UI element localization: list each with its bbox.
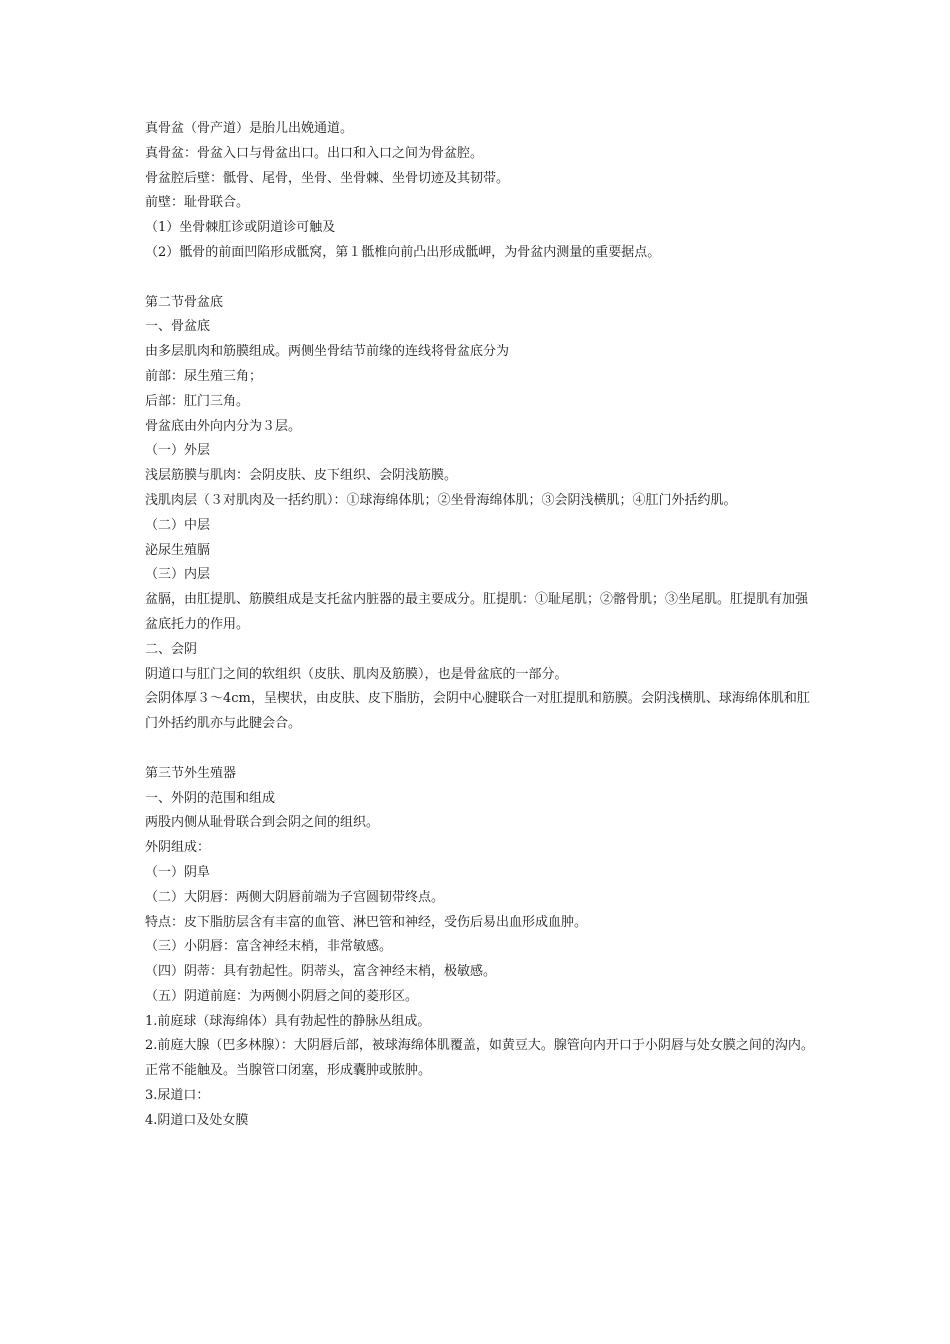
text-line: （2）骶骨的前面凹陷形成骶窝，第１骶椎向前凸出形成骶岬，为骨盆内测量的重要据点。 xyxy=(145,244,661,260)
text-line: 前部：尿生殖三角； xyxy=(145,368,263,384)
text-line: 会阴体厚３～4cm，呈楔状，由皮肤、皮下脂肪，会阴中心腱联合一对肛提肌和筋膜。会阴浅横肌、球海绵体肌和肛门外括约肌亦与此腱会合。 xyxy=(145,691,810,732)
text-line: 浅肌肉层（３对肌肉及一括约肌）：①球海绵体肌；②坐骨海绵体肌；③会阴浅横肌；④肛门外括约肌。 xyxy=(145,492,737,508)
text-line: 前壁：耻骨联合。 xyxy=(145,195,250,211)
text-line: 骨盆腔后壁：骶骨、尾骨，坐骨、坐骨棘、坐骨切迹及其韧带。 xyxy=(145,170,510,186)
text-line: （二）中层 xyxy=(145,517,211,533)
text-line: （三）小阴唇：富含神经末梢，非常敏感。 xyxy=(145,939,393,955)
subsection-heading: 一、骨盆底 xyxy=(145,319,211,335)
text-line: （四）阴蒂：具有勃起性。阴蒂头，富含神经末梢，极敏感。 xyxy=(145,964,497,980)
text-line: 由多层肌肉和筋膜组成。两侧坐骨结节前缘的连线将骨盆底分为 xyxy=(145,344,510,360)
paragraph-gap xyxy=(145,737,817,762)
section-heading: 第二节骨盆底 xyxy=(145,294,224,310)
subsection-heading: 一、外阴的范围和组成 xyxy=(145,790,276,806)
text-line: 阴道口与肛门之间的软组织（皮肤、肌肉及筋膜），也是骨盆底的一部分。 xyxy=(145,666,568,682)
text-line: （一）阴阜 xyxy=(145,864,211,880)
text-line: 真骨盆：骨盆入口与骨盆出口。出口和入口之间为骨盆腔。 xyxy=(145,145,484,161)
text-line: 后部：肛门三角。 xyxy=(145,393,250,409)
text-line: （五）阴道前庭：为两侧小阴唇之间的菱形区。 xyxy=(145,988,419,1004)
text-line: 外阴组成： xyxy=(145,840,211,856)
text-line: 4.阴道口及处女膜 xyxy=(145,1112,249,1128)
paragraph-gap xyxy=(145,266,817,291)
subsection-heading: 二、会阴 xyxy=(145,641,198,657)
text-line: 浅层筋膜与肌肉：会阴皮肤、皮下组织、会阴浅筋膜。 xyxy=(145,468,458,484)
text-line: 真骨盆（骨产道）是胎儿出娩通道。 xyxy=(145,121,354,136)
text-line: （三）内层 xyxy=(145,567,211,583)
text-line: 特点：皮下脂肪层含有丰富的血管、淋巴管和神经，受伤后易出血形成血肿。 xyxy=(145,914,588,930)
text-line: 1.前庭球（球海绵体）具有勃起性的静脉丛组成。 xyxy=(145,1013,431,1029)
section-heading: 第三节外生殖器 xyxy=(145,765,237,781)
text-line: （二）大阴唇：两侧大阴唇前端为子宫圆韧带终点。 xyxy=(145,889,445,905)
text-line: 骨盆底由外向内分为３层。 xyxy=(145,418,302,434)
text-line: 2.前庭大腺（巴多林腺）：大阴唇后部，被球海绵体肌覆盖，如黄豆大。腺管向内开口于小阴唇与处女膜之间的沟内。正常不能触及。当腺管口闭塞，形成囊肿或脓肿。 xyxy=(145,1038,814,1079)
text-line: 两股内侧从耻骨联合到会阴之间的组织。 xyxy=(145,815,380,831)
text-line: 盆膈，由肛提肌、筋膜组成是支托盆内脏器的最主要成分。肛提肌：①耻尾肌；②髂骨肌；③坐尾肌。肛提肌有加强盆底托力的作用。 xyxy=(145,592,809,632)
text-line: （一）外层 xyxy=(145,443,211,459)
text-line: （1）坐骨棘肛诊或阴道诊可触及 xyxy=(145,220,336,236)
text-line: 泌尿生殖膈 xyxy=(145,542,211,558)
document-body xyxy=(145,117,817,1134)
text-line: 3.尿道口： xyxy=(145,1088,210,1104)
